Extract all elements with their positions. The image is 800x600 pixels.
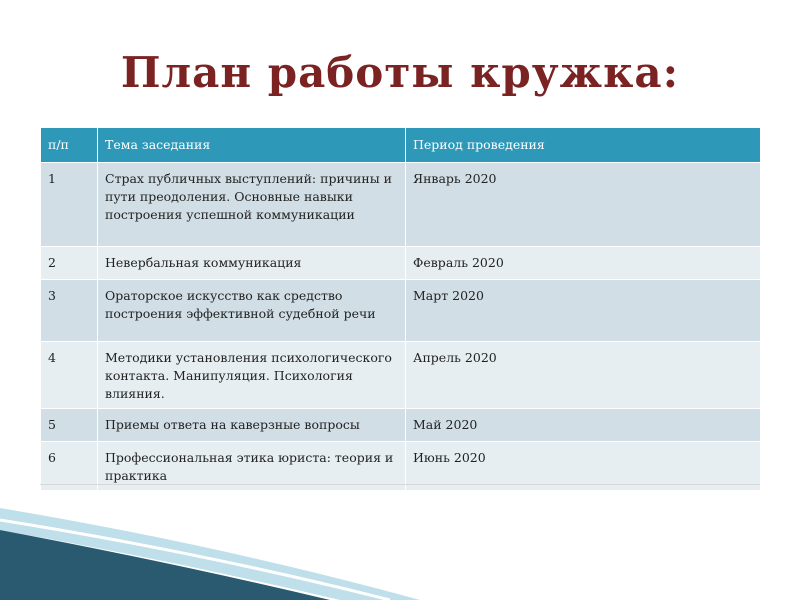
row-number: 3	[41, 280, 98, 342]
row-number: 1	[41, 163, 98, 247]
header-number: п/п	[41, 128, 98, 163]
row-topic: Страх публичных выступлений: причины и пути преодоления. Основные навыки построения успешной коммуникации	[98, 163, 406, 247]
row-period: Январь 2020	[406, 163, 761, 247]
row-period: Февраль 2020	[406, 247, 761, 280]
plan-table	[40, 127, 761, 491]
row-period: Май 2020	[406, 409, 761, 442]
row-topic: Методики установления психологического контакта. Манипуляция. Психология влияния.	[98, 342, 406, 409]
row-period: Март 2020	[406, 280, 761, 342]
row-number: 6	[41, 442, 98, 491]
row-topic: Профессиональная этика юриста: теория и практика	[98, 442, 406, 491]
row-topic: Приемы ответа на каверзные вопросы	[98, 409, 406, 442]
row-topic: Ораторское искусство как средство построения эффективной судебной речи	[98, 280, 406, 342]
table-row	[41, 163, 761, 247]
row-period: Июнь 2020	[406, 442, 761, 491]
row-number: 5	[41, 409, 98, 442]
row-number: 2	[41, 247, 98, 280]
header-period: Период проведения	[406, 128, 761, 163]
row-period: Апрель 2020	[406, 342, 761, 409]
table-row	[41, 280, 761, 342]
table-shadow-divider	[40, 484, 760, 485]
table-row	[41, 247, 761, 280]
row-number: 4	[41, 342, 98, 409]
decorative-swoosh	[0, 490, 800, 600]
header-topic: Тема заседания	[98, 128, 406, 163]
row-topic: Невербальная коммуникация	[98, 247, 406, 280]
table-header-row	[41, 128, 761, 163]
slide-title: План работы кружка:	[120, 48, 680, 97]
table-row	[41, 409, 761, 442]
table-row	[41, 342, 761, 409]
